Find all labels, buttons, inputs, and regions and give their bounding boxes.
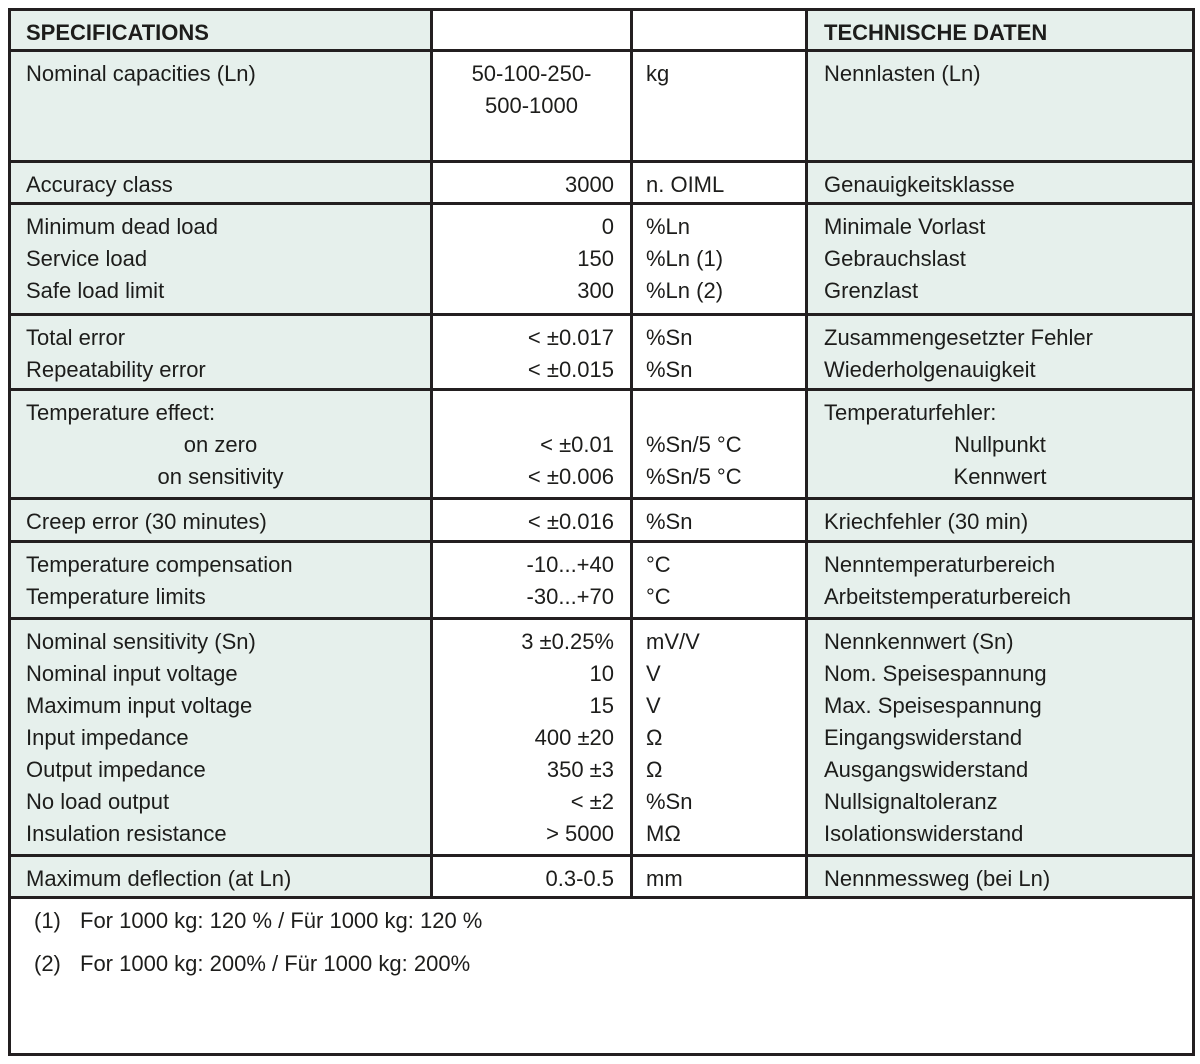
unit-cell <box>632 51 807 162</box>
en-label: Creep error (30 minutes) <box>26 509 267 534</box>
value: < ±2 <box>570 789 614 814</box>
row-accuracy-class <box>10 162 1194 204</box>
value: 15 <box>589 693 614 718</box>
unit: n. OIML <box>646 172 725 197</box>
de-label: Isolationswiderstand <box>824 821 1024 846</box>
unit-cell <box>632 619 807 856</box>
de-label: Nenntemperaturbereich <box>824 552 1056 577</box>
value: 300 <box>577 278 614 303</box>
row-electrical <box>10 619 1194 856</box>
unit: %Ln <box>646 214 691 239</box>
header-empty-value-cell <box>432 10 632 51</box>
unit: %Ln (2) <box>646 278 724 303</box>
en-cell <box>10 856 432 898</box>
unit: %Sn/5 °C <box>646 432 742 457</box>
row-errors <box>10 315 1194 390</box>
unit <box>633 397 805 429</box>
footnote-1-text: For 1000 kg: 120 % / Für 1000 kg: 120 % <box>80 908 483 933</box>
value: < ±0.016 <box>527 509 614 534</box>
value: < ±0.01 <box>540 432 614 457</box>
de-label: Nennkennwert (Sn) <box>824 629 1014 654</box>
unit: Ω <box>646 725 663 750</box>
de-label: Genauigkeitsklasse <box>824 172 1015 197</box>
unit: °C <box>646 552 671 577</box>
value-cell <box>432 542 632 619</box>
value-cell <box>432 390 632 499</box>
de-label: Kriechfehler (30 min) <box>824 509 1029 534</box>
row-creep-error <box>10 499 1194 542</box>
specifications-table <box>8 8 1195 1056</box>
de-cell <box>807 162 1194 204</box>
de-label: Nullpunkt <box>954 432 1046 457</box>
unit-cell <box>632 856 807 898</box>
unit-cell <box>632 542 807 619</box>
value-cell <box>432 315 632 390</box>
en-label: Safe load limit <box>26 278 165 303</box>
value: 500-1000 <box>485 93 578 118</box>
footnote-2 <box>11 948 1192 980</box>
en-label: Minimum dead load <box>26 214 218 239</box>
row-temperature-ranges <box>10 542 1194 619</box>
en-cell <box>10 390 432 499</box>
value-cell <box>432 856 632 898</box>
header-row <box>10 10 1194 51</box>
unit: %Sn <box>646 789 693 814</box>
footnote-1 <box>11 905 1192 937</box>
en-cell <box>10 51 432 162</box>
footnote-1-marker: (1) <box>34 908 61 933</box>
unit-cell <box>632 204 807 315</box>
value: 350 ±3 <box>546 757 614 782</box>
de-label: Temperaturfehler: <box>824 400 997 425</box>
unit-cell <box>632 390 807 499</box>
value: < ±0.015 <box>527 357 614 382</box>
value: < ±0.017 <box>527 325 614 350</box>
value: 400 ±20 <box>534 725 614 750</box>
en-label: Temperature effect: <box>26 400 216 425</box>
unit: MΩ <box>646 821 681 846</box>
de-cell <box>807 204 1194 315</box>
header-specifications-label: SPECIFICATIONS <box>26 20 209 45</box>
unit: %Sn <box>646 509 693 534</box>
de-label: Nom. Speisespannung <box>824 661 1047 686</box>
value-cell <box>432 204 632 315</box>
de-cell <box>807 51 1194 162</box>
de-cell <box>807 619 1194 856</box>
de-label: Gebrauchslast <box>824 246 966 271</box>
value-cell <box>432 619 632 856</box>
datasheet <box>8 8 1195 1056</box>
unit: %Sn <box>646 357 693 382</box>
value: 10 <box>589 661 614 686</box>
value: 150 <box>577 246 614 271</box>
row-loads <box>10 204 1194 315</box>
de-cell <box>807 315 1194 390</box>
de-cell <box>807 499 1194 542</box>
unit-cell <box>632 315 807 390</box>
unit: V <box>646 661 661 686</box>
en-label: Insulation resistance <box>26 821 227 846</box>
value: < ±0.006 <box>527 464 614 489</box>
de-label: Grenzlast <box>824 278 919 303</box>
de-label: Ausgangswiderstand <box>824 757 1029 782</box>
en-label: Nominal sensitivity (Sn) <box>26 629 256 654</box>
row-nominal-capacities <box>10 51 1194 162</box>
de-label: Arbeitstemperaturbereich <box>824 584 1072 609</box>
de-label: Minimale Vorlast <box>824 214 986 239</box>
en-label: Input impedance <box>26 725 189 750</box>
value: > 5000 <box>546 821 614 846</box>
footnotes-row <box>10 898 1194 1055</box>
en-label: Temperature limits <box>26 584 206 609</box>
unit: kg <box>646 61 670 86</box>
en-label: Nominal capacities (Ln) <box>26 61 256 86</box>
de-label: Eingangswiderstand <box>824 725 1023 750</box>
en-label: Nominal input voltage <box>26 661 238 686</box>
en-label: Accuracy class <box>26 172 173 197</box>
de-cell <box>807 542 1194 619</box>
value: 0 <box>601 214 614 239</box>
en-label: Total error <box>26 325 126 350</box>
value: 50-100-250- <box>471 61 592 86</box>
unit: mm <box>646 866 683 891</box>
header-technische-daten-cell <box>807 10 1194 51</box>
value: 0.3-0.5 <box>545 866 614 891</box>
de-label: Nullsignaltoleranz <box>824 789 998 814</box>
value-cell <box>432 162 632 204</box>
unit: °C <box>646 584 671 609</box>
header-specifications-cell <box>10 10 432 51</box>
unit: V <box>646 693 661 718</box>
header-technische-daten-label: TECHNISCHE DATEN <box>824 20 1048 45</box>
en-label: Service load <box>26 246 148 271</box>
unit-cell <box>632 499 807 542</box>
unit: %Ln (1) <box>646 246 724 271</box>
en-label: No load output <box>26 789 170 814</box>
footnotes-cell <box>10 898 1194 1055</box>
unit: %Sn <box>646 325 693 350</box>
unit: mV/V <box>646 629 700 654</box>
en-cell <box>10 542 432 619</box>
value-cell <box>432 51 632 162</box>
footnote-2-text: For 1000 kg: 200% / Für 1000 kg: 200% <box>80 951 471 976</box>
en-label: Repeatability error <box>26 357 206 382</box>
footnote-2-marker: (2) <box>34 951 61 976</box>
en-cell <box>10 619 432 856</box>
unit: %Sn/5 °C <box>646 464 742 489</box>
de-cell <box>807 390 1194 499</box>
de-label: Nennmessweg (bei Ln) <box>824 866 1051 891</box>
de-cell <box>807 856 1194 898</box>
en-cell <box>10 499 432 542</box>
header-empty-unit-cell <box>632 10 807 51</box>
value-cell <box>432 499 632 542</box>
de-label: Wiederholgenauigkeit <box>824 357 1036 382</box>
en-cell <box>10 204 432 315</box>
en-cell <box>10 315 432 390</box>
en-label: Output impedance <box>26 757 206 782</box>
en-label: Temperature compensation <box>26 552 293 577</box>
value: -10...+40 <box>526 552 614 577</box>
de-label: Zusammengesetzter Fehler <box>824 325 1093 350</box>
row-temperature-effect <box>10 390 1194 499</box>
de-label: Kennwert <box>953 464 1047 489</box>
row-maximum-deflection <box>10 856 1194 898</box>
de-label: Max. Speisespannung <box>824 693 1042 718</box>
value: 3000 <box>565 172 614 197</box>
en-cell <box>10 162 432 204</box>
en-label: on sensitivity <box>157 464 284 489</box>
en-label: Maximum deflection (at Ln) <box>26 866 292 891</box>
de-label: Nennlasten (Ln) <box>824 61 981 86</box>
en-label: Maximum input voltage <box>26 693 253 718</box>
value: 3 ±0.25% <box>521 629 614 654</box>
unit-cell <box>632 162 807 204</box>
en-label: on zero <box>183 432 258 457</box>
value <box>433 397 630 429</box>
value: -30...+70 <box>526 584 614 609</box>
unit: Ω <box>646 757 663 782</box>
